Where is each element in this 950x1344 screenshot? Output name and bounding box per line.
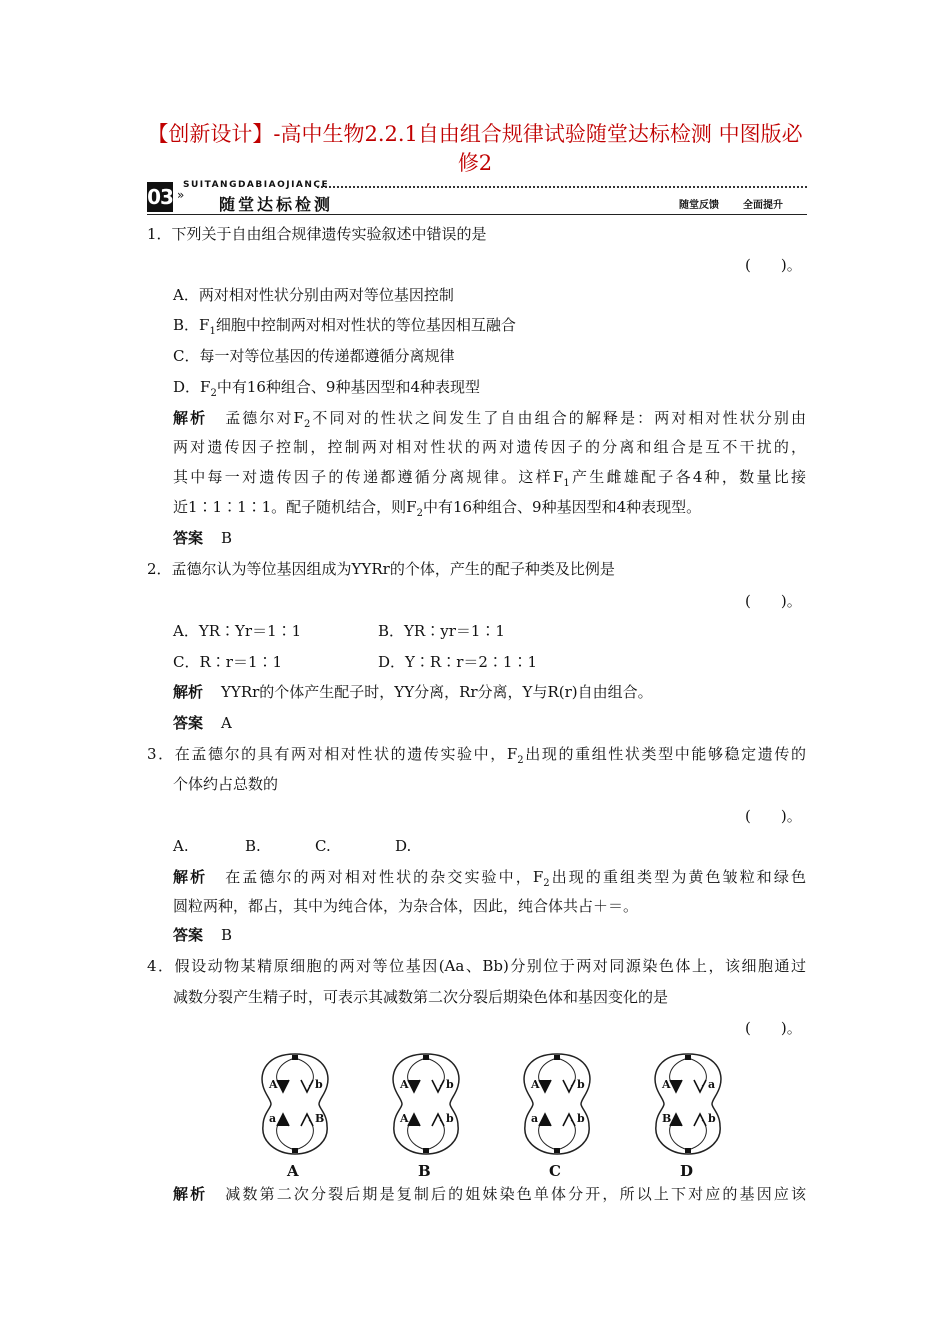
answer-label: 答案 — [173, 926, 204, 944]
gene-label: A — [400, 1112, 409, 1125]
cell-membrane — [262, 1054, 328, 1154]
q2-option-d: D．Y∶R∶r＝2∶1∶1 — [378, 653, 538, 671]
document-title: 【创新设计】-高中生物2.2.1自由组合规律试验随堂达标检测 中图版必修2 — [147, 122, 803, 175]
q3-option-c: C. — [315, 837, 331, 855]
q2-analysis: 解析 YYRr的个体产生配子时，YY分离，Rr分离，Y与R(r)自由组合。 — [173, 683, 653, 701]
cell-diagram — [393, 1054, 459, 1154]
chromosome — [670, 1114, 682, 1126]
spindle-fiber — [688, 1058, 706, 1086]
chromosome — [563, 1114, 575, 1126]
double-arrow-icon: » — [177, 188, 185, 202]
chromosome — [408, 1080, 420, 1092]
gene-label: B — [662, 1112, 672, 1125]
chromosome — [539, 1080, 551, 1092]
q3-option-b: B. — [245, 837, 261, 855]
q3-answer: 答案 B — [173, 926, 233, 944]
cell-membrane — [655, 1054, 721, 1154]
chromosome — [432, 1114, 444, 1126]
centriole — [292, 1148, 298, 1153]
cell-diagram — [262, 1054, 328, 1154]
q2-answer-blank: ( )。 — [745, 592, 802, 610]
q4-stem-line2: 减数分裂产生精子时，可表示其减数第二次分裂后期染色体和基因变化的是 — [173, 988, 669, 1006]
spindle-fiber — [426, 1120, 444, 1150]
gene-label: b — [577, 1078, 585, 1091]
q1-analysis-line2: 两对遗传因子控制，控制两对相对性状的两对遗传因子的分离和组合是互不干扰的， — [173, 438, 806, 456]
q2-option-a: A．YR∶Yr＝1∶1 — [173, 622, 302, 640]
analysis-label: 解析 — [173, 1185, 208, 1203]
figure-label-c: C — [549, 1162, 561, 1180]
q1-option-a: A．两对相对性状分别由两对等位基因控制 — [173, 286, 454, 304]
section-pinyin: SUITANGDABIAOJIANCE — [183, 180, 330, 190]
chromosome — [694, 1080, 706, 1092]
cell-membrane — [393, 1054, 459, 1154]
q2-answer: 答案 A — [173, 714, 232, 732]
chromosome — [694, 1114, 706, 1126]
chromosome — [432, 1080, 444, 1092]
q1-option-b: B．$F_1$细胞中控制两对相对性状的等位基因相互融合 — [173, 316, 516, 337]
chromosome — [563, 1080, 575, 1092]
gene-label: A — [269, 1078, 278, 1091]
section-banner — [147, 180, 807, 216]
section-subtitle-feedback: 随堂反馈 — [679, 200, 719, 211]
q4-analysis: 解析 减数第二次分裂后期是复制后的姐妹染色单体分开，所以上下对应的基因应该 — [173, 1185, 806, 1203]
centriole — [423, 1055, 429, 1060]
chromosome — [277, 1080, 289, 1092]
analysis-label: 解析 — [173, 868, 208, 886]
spindle-fiber — [688, 1120, 706, 1150]
q2-stem: 2．孟德尔认为等位基因组成为YYRr的个体，产生的配子种类及比例是 — [147, 560, 615, 578]
q1-answer: 答案 B — [173, 529, 233, 547]
dotted-divider — [317, 186, 807, 188]
centriole — [554, 1148, 560, 1153]
centriole — [292, 1055, 298, 1060]
gene-label: b — [315, 1078, 323, 1091]
section-subtitle-improve: 全面提升 — [743, 200, 783, 211]
q1-option-d: D．$F_2$中有16种组合、9种基因型和4种表现型 — [173, 378, 480, 399]
gene-label: b — [708, 1112, 716, 1125]
q1-stem: 1．下列关于自由组合规律遗传实验叙述中错误的是 — [147, 225, 487, 243]
q1-option-c: C．每一对等位基因的传递都遵循分离规律 — [173, 347, 455, 365]
figure-label-b: B — [418, 1162, 431, 1180]
centriole — [423, 1148, 429, 1153]
q3-stem-line2: 个体约占总数的 — [173, 775, 279, 793]
q2-option-c: C．R∶r＝1∶1 — [173, 653, 283, 671]
q3-option-d: D. — [395, 837, 412, 855]
q2-option-b: B．YR∶yr＝1∶1 — [378, 622, 505, 640]
centriole — [685, 1148, 691, 1153]
gene-label: a — [269, 1112, 277, 1125]
q1-analysis-line4: 近1∶1∶1∶1。配子随机结合，则$F_2$中有16种组合、9种基因型和4种表现型。 — [173, 498, 702, 519]
chromosome — [301, 1080, 313, 1092]
chromosome — [277, 1114, 289, 1126]
chromosome — [408, 1114, 420, 1126]
gene-label: A — [400, 1078, 409, 1091]
q3-answer-blank: ( )。 — [745, 807, 802, 825]
q1-analysis-line1: 解析 孟德尔对$F_2$不同对的性状之间发生了自由组合的解释是：两对相对性状分别由 — [173, 409, 806, 430]
gene-label: a — [708, 1078, 716, 1091]
centriole — [685, 1055, 691, 1060]
q3-stem-line1: 3．在孟德尔的具有两对相对性状的遗传实验中，$F_2$出现的重组性状类型中能够稳定遗传的 — [147, 745, 806, 766]
q1-answer-blank: ( )。 — [745, 256, 802, 274]
cell-diagram — [655, 1054, 721, 1154]
analysis-label: 解析 — [173, 683, 204, 701]
cell-diagrams — [255, 1050, 725, 1160]
q4-answer-blank: ( )。 — [745, 1019, 802, 1037]
spindle-fiber — [295, 1120, 313, 1150]
spindle-fiber — [295, 1058, 313, 1086]
figure-label-a: A — [287, 1162, 299, 1180]
chromosome — [301, 1114, 313, 1126]
analysis-label: 解析 — [173, 409, 208, 427]
section-title: 随堂达标检测 — [219, 195, 334, 214]
q3-analysis-line1: 解析 在孟德尔的两对相对性状的杂交实验中，$F_2$出现的重组类型为黄色皱粒和绿色 — [173, 868, 806, 889]
centriole — [554, 1055, 560, 1060]
q1-analysis-line3: 其中每一对遗传因子的传递都遵循分离规律。这样$F_1$产生雌雄配子各4种，数量比接 — [173, 468, 806, 489]
spindle-fiber — [426, 1058, 444, 1086]
gene-label: A — [662, 1078, 671, 1091]
cell-membrane — [524, 1054, 590, 1154]
gene-label: B — [315, 1112, 325, 1125]
q3-analysis-line2: 圆粒两种，都占，其中为纯合体，为杂合体，因此，纯合体共占＋＝。 — [173, 897, 639, 915]
q4-stem-line1: 4．假设动物某精原细胞的两对等位基因(Aa、Bb)分别位于两对同源染色体上，该细胞通过 — [147, 957, 806, 975]
chromosome — [670, 1080, 682, 1092]
cell-diagram — [524, 1054, 590, 1154]
gene-label: A — [531, 1078, 540, 1091]
gene-label: b — [446, 1112, 454, 1125]
gene-label: b — [577, 1112, 585, 1125]
cell-division-figure — [255, 1050, 725, 1180]
answer-label: 答案 — [173, 714, 204, 732]
spindle-fiber — [557, 1058, 575, 1086]
section-number: 03 — [147, 182, 173, 212]
section-rule — [147, 214, 807, 215]
spindle-fiber — [557, 1120, 575, 1150]
chromosome — [539, 1114, 551, 1126]
gene-label: b — [446, 1078, 454, 1091]
answer-label: 答案 — [173, 529, 204, 547]
gene-label: a — [531, 1112, 539, 1125]
figure-label-d: D — [680, 1162, 694, 1180]
q3-option-a: A. — [173, 837, 189, 855]
